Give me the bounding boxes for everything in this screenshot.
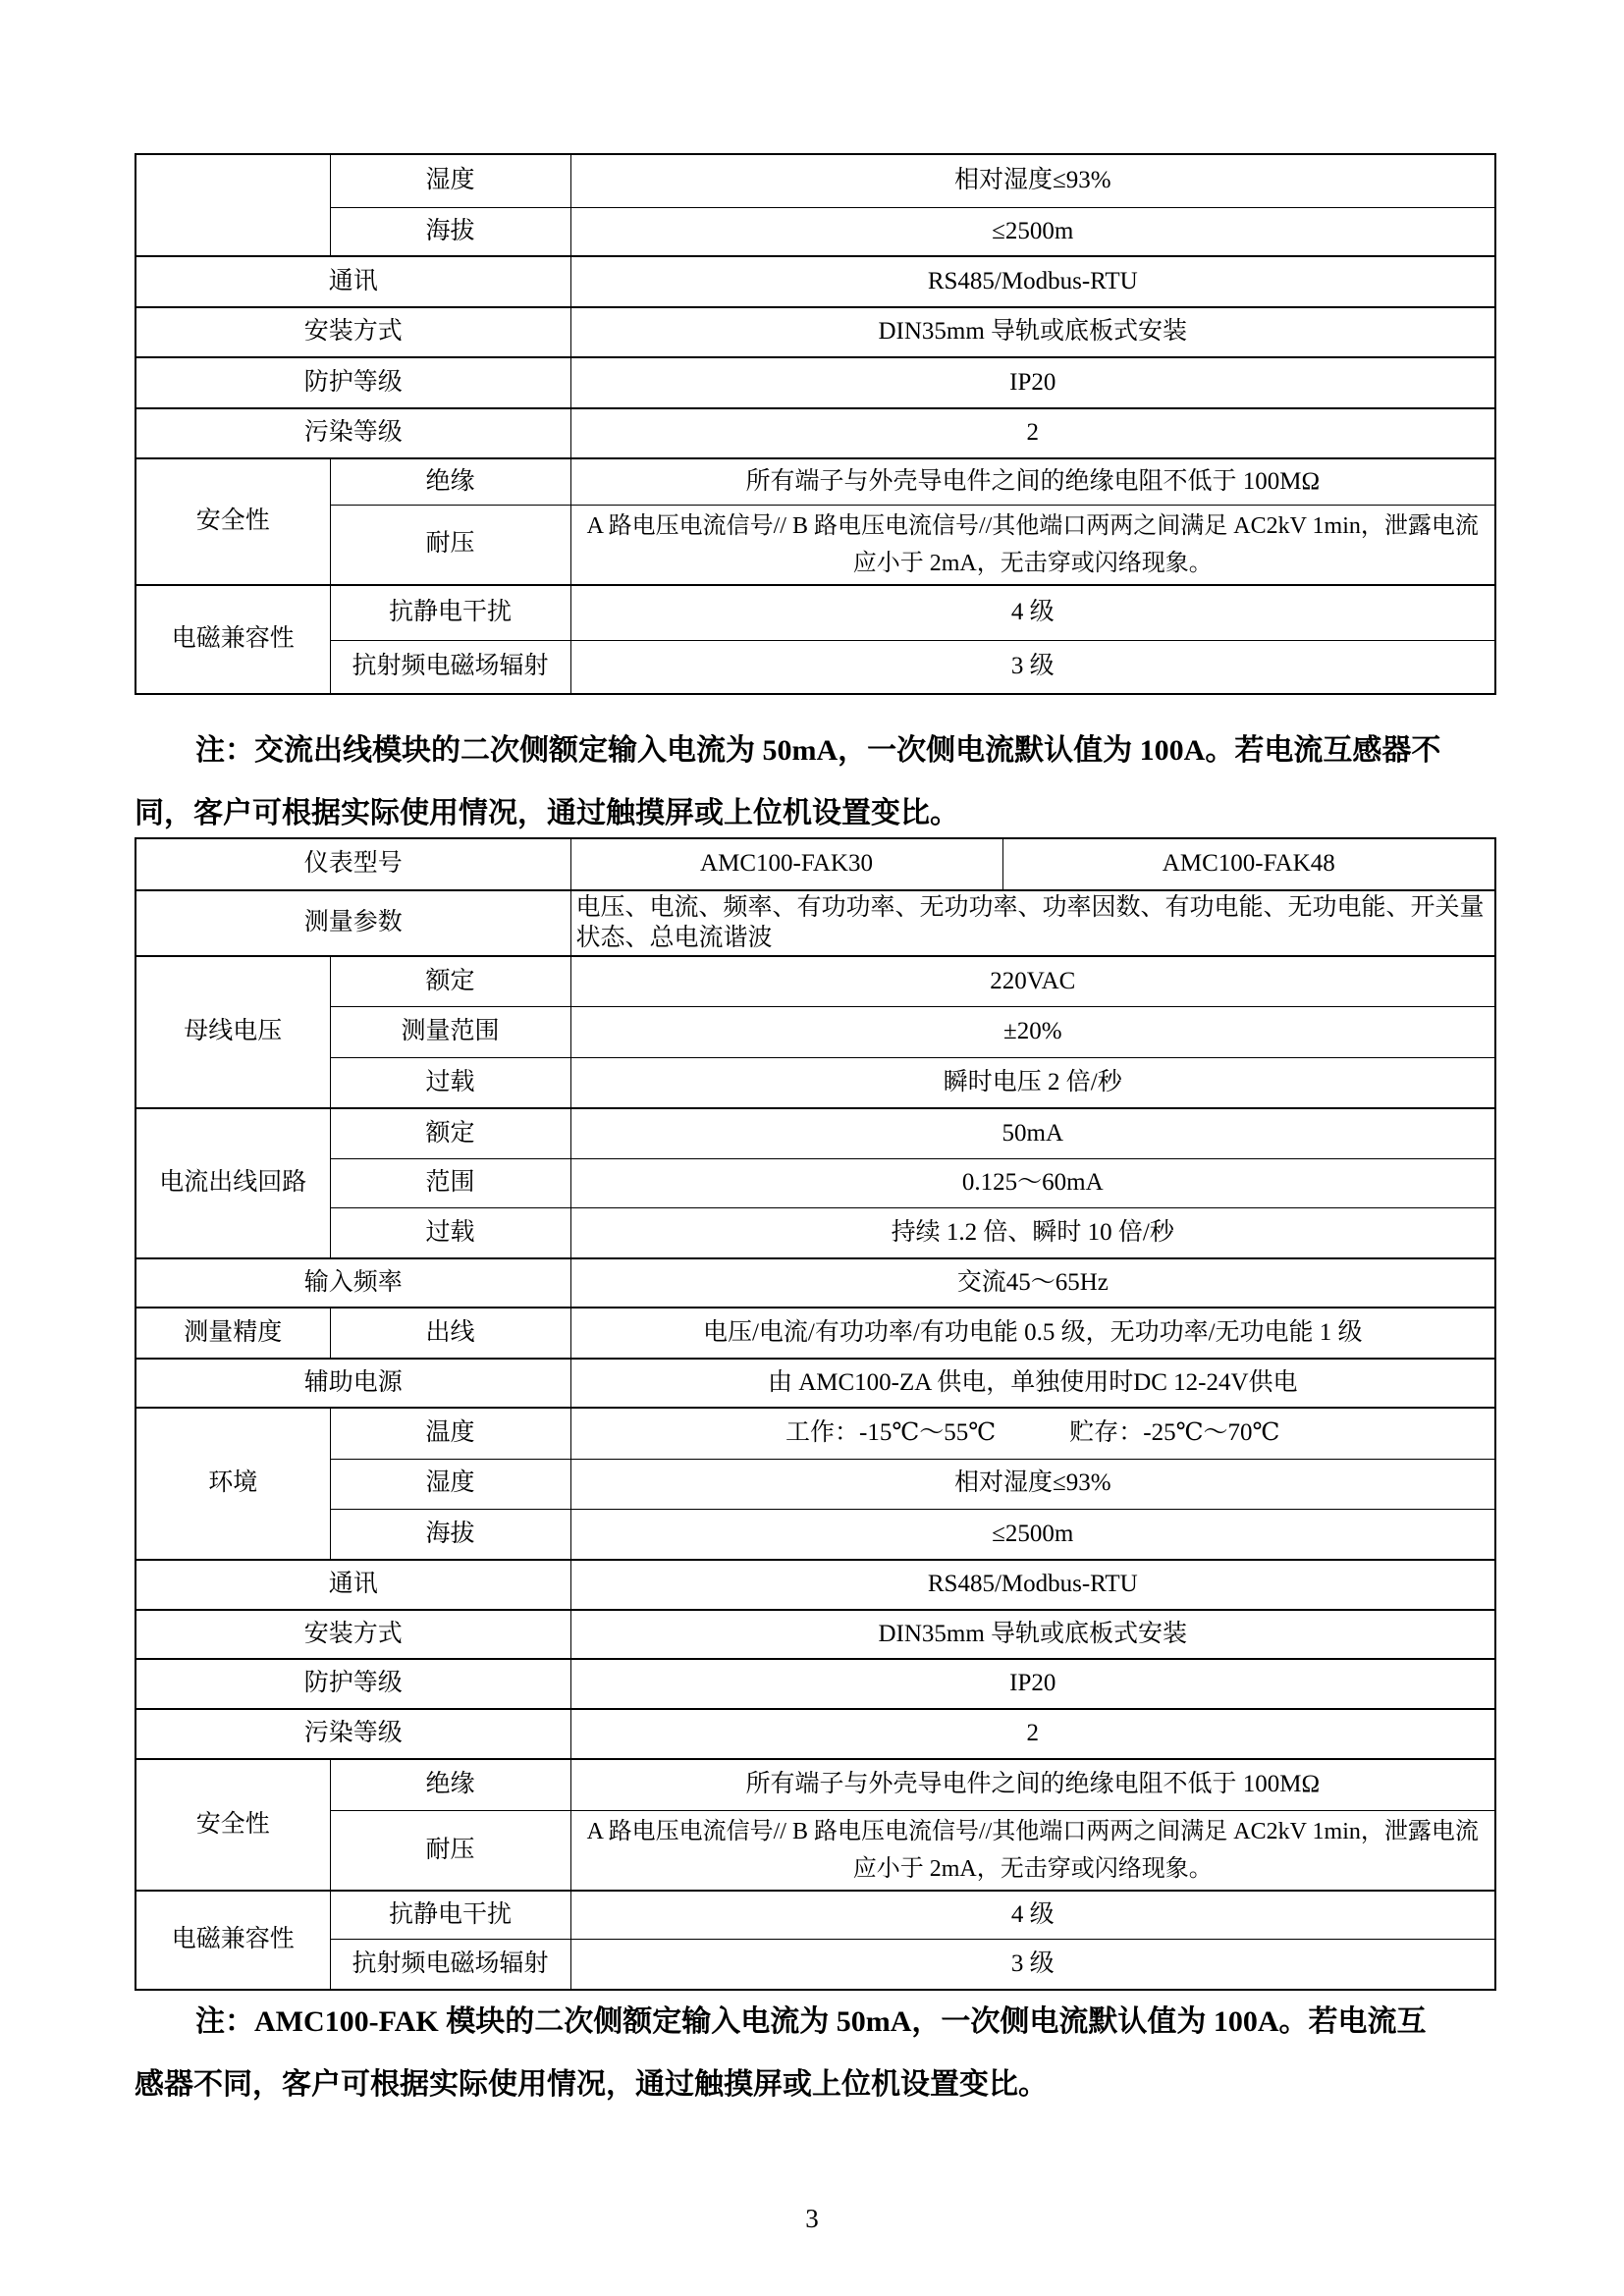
row-insulation-value: 所有端子与外壳导电件之间的绝缘电阻不低于 100MΩ	[570, 458, 1495, 505]
model-fak30-cell: AMC100-FAK30	[570, 838, 1002, 890]
row-withstand-voltage2-value: A 路电压电流信号// B 路电压电流信号//其他端口两两之间满足 AC2kV 1min，泄露电流应小于 2mA，无击穿或闪络现象。	[570, 1810, 1495, 1891]
row-bus-voltage-overload-value: 瞬时电压 2 倍/秒	[570, 1057, 1495, 1108]
row-esd-immunity2-value: 4 级	[570, 1891, 1495, 1939]
row-altitude2-label: 海拔	[330, 1509, 570, 1560]
row-current-range	[135, 1158, 1495, 1207]
row-mounting2	[135, 1610, 1495, 1659]
row-esd-immunity	[135, 585, 1495, 641]
row-temperature-value: 工作：-15℃～55℃ 贮存：-25℃～70℃	[570, 1408, 1495, 1459]
row-pollution-degree-label: 污染等级	[135, 408, 570, 458]
row-ip-rating2-label: 防护等级	[135, 1659, 570, 1709]
row-mounting2-value: DIN35mm 导轨或底板式安装	[570, 1610, 1495, 1659]
row-current-rated	[135, 1108, 1495, 1158]
row-communication2	[135, 1560, 1495, 1610]
row-input-frequency	[135, 1258, 1495, 1308]
row-altitude-label: 海拔	[330, 207, 570, 256]
row-rf-immunity-value: 3 级	[570, 641, 1495, 694]
row-mounting-value: DIN35mm 导轨或底板式安装	[570, 307, 1495, 357]
row-bus-voltage-rated	[135, 956, 1495, 1006]
row-bus-voltage-range-value: ±20%	[570, 1006, 1495, 1057]
row-altitude	[135, 207, 1495, 256]
row-ip-rating-value: IP20	[570, 357, 1495, 408]
row-current-rated-value: 50mA	[570, 1108, 1495, 1158]
row-bus-voltage-overload-label: 过载	[330, 1057, 570, 1108]
row-communication-value: RS485/Modbus-RTU	[570, 256, 1495, 307]
environment-group-cell: 环境	[135, 1408, 330, 1560]
row-communication-label: 通讯	[135, 256, 570, 307]
row-communication2-label: 通讯	[135, 1560, 570, 1610]
accuracy-group-cell: 测量精度	[135, 1308, 330, 1359]
row-current-range-value: 0.125～60mA	[570, 1158, 1495, 1207]
row-current-range-label: 范围	[330, 1158, 570, 1207]
env-group-cell-empty	[135, 154, 330, 256]
note-ac-output-module: 注：交流出线模块的二次侧额定输入电流为 50mA，一次侧电流默认值为 100A。若电流互感器不同，客户可根据实际使用情况，通过触摸屏或上位机设置变比。	[135, 734, 1441, 829]
row-pollution-degree2-label: 污染等级	[135, 1709, 570, 1759]
row-withstand-voltage2	[135, 1810, 1495, 1891]
emc-group-cell2: 电磁兼容性	[135, 1891, 330, 1990]
spec-table-ac-output	[135, 153, 1496, 695]
page-number: 3	[805, 2204, 819, 2233]
current-circuit-group-cell: 电流出线回路	[135, 1108, 330, 1258]
row-aux-power-value: 由 AMC100-ZA 供电，单独使用时DC 12-24V供电	[570, 1359, 1495, 1408]
row-altitude2-value: ≤2500m	[570, 1509, 1495, 1560]
row-input-frequency-label: 输入频率	[135, 1258, 570, 1308]
row-bus-voltage-range	[135, 1006, 1495, 1057]
row-measured-params-label: 测量参数	[135, 890, 570, 956]
row-esd-immunity-value: 4 级	[570, 585, 1495, 641]
row-temperature-label: 温度	[330, 1408, 570, 1459]
row-bus-voltage-rated-label: 额定	[330, 956, 570, 1006]
row-altitude2	[135, 1509, 1495, 1560]
row-insulation2	[135, 1759, 1495, 1810]
row-humidity-value: 相对湿度≤93%	[570, 154, 1495, 207]
row-ip-rating2-value: IP20	[570, 1659, 1495, 1709]
safety-group-cell: 安全性	[135, 458, 330, 585]
row-bus-voltage-range-label: 测量范围	[330, 1006, 570, 1057]
row-pollution-degree-value: 2	[570, 408, 1495, 458]
row-humidity2	[135, 1459, 1495, 1509]
row-withstand-voltage-value: A 路电压电流信号// B 路电压电流信号//其他端口两两之间满足 AC2kV 1min，泄露电流应小于 2mA，无击穿或闪络现象。	[570, 505, 1495, 585]
row-accuracy-output	[135, 1308, 1495, 1359]
row-current-overload-value: 持续 1.2 倍、瞬时 10 倍/秒	[570, 1207, 1495, 1258]
row-accuracy-output-label: 出线	[330, 1308, 570, 1359]
spec-table-amc100-fak	[135, 837, 1496, 1991]
row-bus-voltage-overload	[135, 1057, 1495, 1108]
note-amc100-fak-module: 注：AMC100-FAK 模块的二次侧额定输入电流为 50mA，一次侧电流默认值为 100A。若电流互感器不同，客户可根据实际使用情况，通过触摸屏或上位机设置变比。	[135, 2005, 1427, 2101]
row-communication	[135, 256, 1495, 307]
row-humidity2-label: 湿度	[330, 1459, 570, 1509]
row-mounting-label: 安装方式	[135, 307, 570, 357]
row-ip-rating-label: 防护等级	[135, 357, 570, 408]
row-rf-immunity2-value: 3 级	[570, 1939, 1495, 1990]
row-bus-voltage-rated-value: 220VAC	[570, 956, 1495, 1006]
row-ip-rating	[135, 357, 1495, 408]
row-temperature	[135, 1408, 1495, 1459]
row-humidity2-value: 相对湿度≤93%	[570, 1459, 1495, 1509]
row-pollution-degree2	[135, 1709, 1495, 1759]
model-fak48-cell: AMC100-FAK48	[1002, 838, 1495, 890]
row-model	[135, 838, 1495, 890]
row-input-frequency-value: 交流45～65Hz	[570, 1258, 1495, 1308]
row-current-rated-label: 额定	[330, 1108, 570, 1158]
row-insulation2-label: 绝缘	[330, 1759, 570, 1810]
row-humidity-label: 湿度	[330, 154, 570, 207]
row-rf-immunity-label: 抗射频电磁场辐射	[330, 641, 570, 694]
row-insulation-label: 绝缘	[330, 458, 570, 505]
row-communication2-value: RS485/Modbus-RTU	[570, 1560, 1495, 1610]
row-current-overload-label: 过载	[330, 1207, 570, 1258]
row-esd-immunity-label: 抗静电干扰	[330, 585, 570, 641]
row-withstand-voltage	[135, 505, 1495, 585]
row-rf-immunity	[135, 641, 1495, 694]
row-rf-immunity2	[135, 1939, 1495, 1990]
row-current-overload	[135, 1207, 1495, 1258]
row-esd-immunity2-label: 抗静电干扰	[330, 1891, 570, 1939]
safety-group-cell2: 安全性	[135, 1759, 330, 1891]
row-insulation2-value: 所有端子与外壳导电件之间的绝缘电阻不低于 100MΩ	[570, 1759, 1495, 1810]
row-withstand-voltage2-label: 耐压	[330, 1810, 570, 1891]
row-aux-power	[135, 1359, 1495, 1408]
row-insulation	[135, 458, 1495, 505]
row-ip-rating2	[135, 1659, 1495, 1709]
row-rf-immunity2-label: 抗射频电磁场辐射	[330, 1939, 570, 1990]
row-altitude-value: ≤2500m	[570, 207, 1495, 256]
row-pollution-degree	[135, 408, 1495, 458]
row-withstand-voltage-label: 耐压	[330, 505, 570, 585]
emc-group-cell: 电磁兼容性	[135, 585, 330, 694]
row-measured-params	[135, 890, 1495, 956]
model-header-label: 仪表型号	[135, 838, 570, 890]
row-measured-params-value: 电压、电流、频率、有功功率、无功功率、功率因数、有功电能、无功电能、开关量状态、总电流谐波	[570, 890, 1495, 956]
row-accuracy-output-value: 电压/电流/有功功率/有功电能 0.5 级，无功功率/无功电能 1 级	[570, 1308, 1495, 1359]
bus-voltage-group-cell: 母线电压	[135, 956, 330, 1108]
row-humidity	[135, 154, 1495, 207]
row-aux-power-label: 辅助电源	[135, 1359, 570, 1408]
row-pollution-degree2-value: 2	[570, 1709, 1495, 1759]
row-mounting2-label: 安装方式	[135, 1610, 570, 1659]
row-mounting	[135, 307, 1495, 357]
row-esd-immunity2	[135, 1891, 1495, 1939]
